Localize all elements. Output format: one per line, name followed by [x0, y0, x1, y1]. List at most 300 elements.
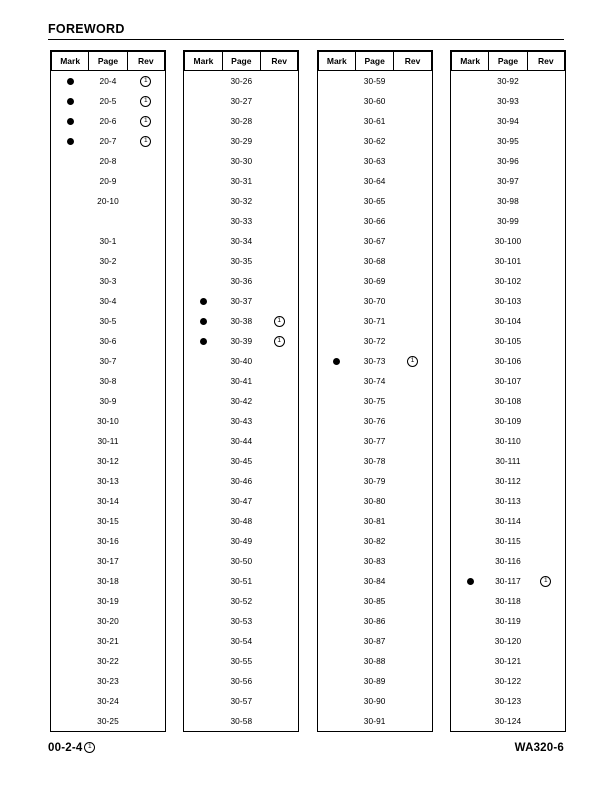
cell-mark — [451, 551, 488, 571]
cell-page: 20-7 — [99, 136, 117, 146]
cell-rev — [261, 711, 298, 731]
revision-number-icon: 1 — [140, 76, 151, 87]
cell-page: 30-101 — [494, 256, 522, 266]
cell-mark — [185, 331, 222, 351]
cell-page: 30-58 — [230, 716, 253, 726]
table-row — [185, 491, 298, 511]
table-row — [52, 631, 165, 651]
cell-rev — [394, 331, 431, 351]
cell-mark — [185, 231, 222, 251]
cell-rev — [394, 411, 431, 431]
cell-page: 30-66 — [363, 216, 386, 226]
cell-mark — [185, 531, 222, 551]
cell-rev — [394, 691, 431, 711]
revision-table-column — [317, 50, 433, 732]
table-row — [52, 691, 165, 711]
table-row — [185, 191, 298, 211]
cell-mark — [318, 511, 355, 531]
cell-page: 30-88 — [363, 656, 386, 666]
revision-table-column — [450, 50, 566, 732]
cell-rev — [261, 91, 298, 111]
revision-table-columns — [50, 50, 566, 732]
cell-page: 30-108 — [494, 396, 522, 406]
cell-page: 30-89 — [363, 676, 386, 686]
cell-rev — [127, 711, 164, 731]
revision-table-column — [183, 50, 299, 732]
cell-mark — [52, 171, 89, 191]
cell-rev — [127, 411, 164, 431]
cell-page: 30-72 — [363, 336, 386, 346]
cell-page: 30-60 — [363, 96, 386, 106]
cell-page: 30-95 — [497, 136, 519, 146]
cell-rev — [527, 111, 564, 131]
table-row — [451, 551, 564, 571]
cell-rev — [127, 691, 164, 711]
cell-mark — [451, 331, 488, 351]
cell-mark — [318, 371, 355, 391]
cell-page: 30-86 — [363, 616, 386, 626]
cell-rev — [261, 551, 298, 571]
cell-mark — [185, 291, 222, 311]
cell-mark — [451, 111, 488, 131]
cell-mark — [52, 671, 89, 691]
cell-page: 30-18 — [97, 576, 119, 586]
cell-page: 30-84 — [363, 576, 386, 586]
cell-page: 30-79 — [363, 476, 386, 486]
cell-rev — [527, 691, 564, 711]
cell-page: 30-2 — [99, 256, 117, 266]
table-row — [52, 71, 165, 92]
cell-mark — [318, 631, 355, 651]
cell-mark — [318, 451, 355, 471]
cell-rev — [127, 431, 164, 451]
footer-revision-mark: 1 — [84, 742, 95, 753]
cell-page: 30-68 — [363, 256, 386, 266]
cell-mark — [318, 651, 355, 671]
table-row — [318, 711, 431, 731]
cell-mark — [318, 111, 355, 131]
cell-rev — [261, 491, 298, 511]
cell-mark — [185, 351, 222, 371]
cell-mark — [185, 211, 222, 231]
cell-rev — [394, 351, 431, 371]
cell-mark — [52, 371, 89, 391]
cell-rev — [394, 91, 431, 111]
cell-page: 30-46 — [230, 476, 253, 486]
cell-mark — [318, 291, 355, 311]
cell-rev — [527, 211, 564, 231]
cell-page: 30-73 — [363, 356, 386, 366]
table-row — [451, 91, 564, 111]
table-row — [52, 151, 165, 171]
table-row — [451, 511, 564, 531]
table-row — [185, 571, 298, 591]
footer-page-number — [48, 742, 95, 754]
cell-page: 30-124 — [494, 716, 522, 726]
cell-mark — [318, 191, 355, 211]
cell-mark — [52, 631, 89, 651]
table-row — [185, 151, 298, 171]
table-row — [52, 591, 165, 611]
cell-rev — [527, 351, 564, 371]
cell-rev — [261, 311, 298, 331]
cell-page: 30-83 — [363, 556, 386, 566]
table-row — [185, 531, 298, 551]
cell-rev — [394, 271, 431, 291]
cell-rev — [527, 491, 564, 511]
cell-rev — [261, 351, 298, 371]
cell-mark — [185, 711, 222, 731]
cell-mark — [52, 611, 89, 631]
table-row — [318, 571, 431, 591]
table-row — [318, 691, 431, 711]
cell-mark — [451, 251, 488, 271]
cell-page: 30-90 — [363, 696, 386, 706]
cell-mark — [318, 71, 355, 92]
table-row — [318, 291, 431, 311]
cell-rev — [261, 151, 298, 171]
cell-rev — [261, 671, 298, 691]
cell-rev — [527, 291, 564, 311]
cell-page: 30-23 — [97, 676, 119, 686]
table-row — [185, 331, 298, 351]
cell-rev — [394, 711, 431, 731]
cell-page: 30-119 — [495, 616, 521, 626]
cell-mark — [52, 271, 89, 291]
cell-page: 30-31 — [230, 176, 253, 186]
table-header-row — [185, 52, 298, 71]
cell-rev — [394, 291, 431, 311]
cell-page: 30-117 — [495, 576, 521, 586]
table-row — [451, 491, 564, 511]
cell-rev — [527, 91, 564, 111]
cell-rev — [527, 191, 564, 211]
cell-page: 30-26 — [230, 76, 253, 86]
table-row — [318, 271, 431, 291]
table-row — [52, 411, 165, 431]
cell-rev — [127, 551, 164, 571]
table-row — [185, 611, 298, 631]
cell-rev — [127, 231, 164, 251]
cell-page: 30-55 — [230, 656, 253, 666]
table-row — [52, 251, 165, 271]
cell-mark — [318, 551, 355, 571]
cell-mark — [185, 691, 222, 711]
cell-page: 30-98 — [497, 196, 519, 206]
cell-mark — [451, 371, 488, 391]
cell-mark — [185, 271, 222, 291]
table-row — [52, 711, 165, 731]
table-row — [451, 451, 564, 471]
cell-mark — [185, 411, 222, 431]
cell-rev — [127, 291, 164, 311]
cell-rev — [261, 451, 298, 471]
revision-number-icon: 1 — [540, 576, 551, 587]
cell-page: 30-111 — [495, 456, 521, 466]
cell-rev — [394, 131, 431, 151]
table-row — [451, 311, 564, 331]
cell-rev — [261, 391, 298, 411]
cell-rev — [527, 531, 564, 551]
cell-page: 30-28 — [230, 116, 253, 126]
cell-rev — [261, 111, 298, 131]
table-row — [52, 291, 165, 311]
cell-rev — [527, 411, 564, 431]
cell-page: 30-36 — [230, 276, 253, 286]
cell-mark — [52, 411, 89, 431]
cell-mark — [52, 571, 89, 591]
table-header-row — [52, 52, 165, 71]
table-row — [451, 131, 564, 151]
cell-page: 30-43 — [230, 416, 253, 426]
cell-page: 30-40 — [230, 356, 253, 366]
cell-rev — [394, 671, 431, 691]
cell-mark — [52, 591, 89, 611]
cell-rev — [127, 311, 164, 331]
cell-rev — [127, 531, 164, 551]
cell-mark — [318, 271, 355, 291]
revision-table — [451, 51, 565, 731]
table-row — [451, 711, 564, 731]
cell-mark — [52, 211, 89, 231]
table-row — [318, 591, 431, 611]
table-row — [318, 531, 431, 551]
table-row — [451, 151, 564, 171]
cell-page: 30-4 — [99, 296, 117, 306]
table-row — [52, 351, 165, 371]
revision-table — [51, 51, 165, 731]
cell-page — [89, 211, 127, 231]
cell-mark — [52, 331, 89, 351]
table-row — [185, 391, 298, 411]
table-row — [52, 111, 165, 131]
cell-rev — [527, 251, 564, 271]
cell-rev — [394, 71, 431, 92]
cell-mark — [451, 651, 488, 671]
table-row — [185, 251, 298, 271]
table-row — [451, 411, 564, 431]
cell-rev — [127, 611, 164, 631]
column-header-page: Page — [355, 52, 393, 71]
cell-mark — [318, 151, 355, 171]
table-header-row — [318, 52, 431, 71]
cell-rev — [394, 251, 431, 271]
cell-mark — [451, 611, 488, 631]
cell-mark — [451, 591, 488, 611]
cell-page: 30-62 — [363, 136, 386, 146]
cell-page: 20-5 — [99, 96, 117, 106]
cell-mark — [318, 711, 355, 731]
table-row — [318, 91, 431, 111]
cell-rev — [394, 191, 431, 211]
table-row — [52, 551, 165, 571]
cell-rev — [261, 631, 298, 651]
table-row — [52, 431, 165, 451]
cell-rev — [394, 551, 431, 571]
cell-mark — [318, 231, 355, 251]
footer-model-number: WA320-6 — [514, 742, 564, 754]
table-row — [318, 351, 431, 371]
cell-page: 30-121 — [494, 656, 522, 666]
table-row — [451, 591, 564, 611]
cell-page: 30-51 — [230, 576, 253, 586]
table-row — [451, 671, 564, 691]
cell-page: 30-9 — [99, 396, 117, 406]
cell-mark — [185, 471, 222, 491]
cell-rev — [394, 631, 431, 651]
cell-rev — [261, 471, 298, 491]
cell-mark — [451, 491, 488, 511]
cell-mark — [185, 551, 222, 571]
table-row — [318, 651, 431, 671]
cell-mark — [52, 491, 89, 511]
cell-mark — [451, 71, 488, 92]
cell-page: 30-35 — [230, 256, 253, 266]
cell-rev — [527, 231, 564, 251]
cell-rev — [394, 591, 431, 611]
revision-number-icon: 1 — [140, 96, 151, 107]
table-row — [185, 131, 298, 151]
cell-rev — [261, 431, 298, 451]
table-row — [318, 611, 431, 631]
cell-mark — [52, 691, 89, 711]
cell-rev — [127, 331, 164, 351]
cell-page: 30-37 — [230, 296, 253, 306]
cell-page: 30-27 — [230, 96, 253, 106]
cell-mark — [451, 431, 488, 451]
cell-mark — [52, 291, 89, 311]
cell-rev — [127, 211, 164, 231]
cell-page: 30-80 — [363, 496, 386, 506]
cell-page: 30-94 — [497, 116, 519, 126]
cell-page: 30-30 — [230, 156, 253, 166]
cell-rev — [261, 71, 298, 92]
table-row — [451, 211, 564, 231]
column-header-mark: Mark — [185, 52, 222, 71]
cell-mark — [185, 111, 222, 131]
cell-rev — [127, 371, 164, 391]
cell-page: 30-100 — [494, 236, 522, 246]
table-row — [318, 431, 431, 451]
cell-rev — [527, 631, 564, 651]
cell-page: 30-112 — [495, 476, 521, 486]
table-row — [185, 311, 298, 331]
table-row — [318, 391, 431, 411]
cell-rev — [261, 211, 298, 231]
table-row — [451, 291, 564, 311]
cell-rev — [394, 211, 431, 231]
cell-mark — [451, 631, 488, 651]
table-row — [451, 611, 564, 631]
cell-rev — [394, 431, 431, 451]
cell-page: 30-15 — [97, 516, 119, 526]
cell-page: 30-115 — [495, 536, 521, 546]
page-footer — [48, 742, 564, 754]
column-header-page: Page — [489, 52, 527, 71]
cell-rev — [127, 151, 164, 171]
cell-page: 30-11 — [97, 436, 119, 446]
cell-page: 30-85 — [363, 596, 386, 606]
cell-mark — [451, 571, 488, 591]
table-row — [451, 471, 564, 491]
cell-page: 30-13 — [97, 476, 119, 486]
table-row — [185, 691, 298, 711]
revision-dot-icon — [200, 318, 207, 325]
table-row — [185, 671, 298, 691]
cell-mark — [52, 391, 89, 411]
table-row — [451, 71, 564, 92]
cell-page: 30-120 — [494, 636, 522, 646]
revision-dot-icon — [67, 98, 74, 105]
cell-mark — [318, 611, 355, 631]
cell-rev — [261, 231, 298, 251]
table-row — [52, 171, 165, 191]
cell-rev — [394, 151, 431, 171]
revision-number-icon: 1 — [274, 336, 285, 347]
cell-rev — [394, 391, 431, 411]
cell-rev — [394, 651, 431, 671]
cell-rev — [394, 471, 431, 491]
cell-rev — [527, 171, 564, 191]
cell-mark — [451, 531, 488, 551]
cell-rev — [394, 611, 431, 631]
table-row — [52, 391, 165, 411]
cell-rev — [261, 611, 298, 631]
cell-page: 30-116 — [495, 556, 521, 566]
cell-page: 30-65 — [363, 196, 386, 206]
cell-mark — [451, 271, 488, 291]
cell-rev — [127, 651, 164, 671]
table-row — [52, 191, 165, 211]
column-header-rev: Rev — [527, 52, 564, 71]
revision-dot-icon — [467, 578, 474, 585]
table-row — [185, 471, 298, 491]
column-header-mark: Mark — [52, 52, 89, 71]
table-row — [52, 671, 165, 691]
revision-dot-icon — [333, 358, 340, 365]
cell-mark — [451, 471, 488, 491]
cell-mark — [52, 431, 89, 451]
table-row — [451, 331, 564, 351]
cell-page: 30-10 — [97, 416, 119, 426]
table-row — [52, 451, 165, 471]
cell-page: 30-92 — [497, 76, 519, 86]
table-row — [185, 351, 298, 371]
cell-rev — [127, 71, 164, 92]
cell-mark — [451, 671, 488, 691]
cell-rev — [527, 511, 564, 531]
cell-page: 30-39 — [230, 336, 253, 346]
revision-number-icon: 1 — [140, 116, 151, 127]
revision-dot-icon — [67, 78, 74, 85]
cell-mark — [318, 591, 355, 611]
table-row — [451, 651, 564, 671]
cell-page: 30-42 — [230, 396, 253, 406]
cell-page: 30-93 — [497, 96, 519, 106]
cell-mark — [318, 351, 355, 371]
table-row — [185, 591, 298, 611]
table-row — [318, 551, 431, 571]
cell-rev — [127, 571, 164, 591]
table-row — [185, 91, 298, 111]
column-header-rev: Rev — [261, 52, 298, 71]
cell-page: 30-82 — [363, 536, 386, 546]
table-row — [185, 551, 298, 571]
table-row — [451, 111, 564, 131]
cell-rev — [127, 671, 164, 691]
cell-page: 30-54 — [230, 636, 253, 646]
cell-rev — [394, 531, 431, 551]
